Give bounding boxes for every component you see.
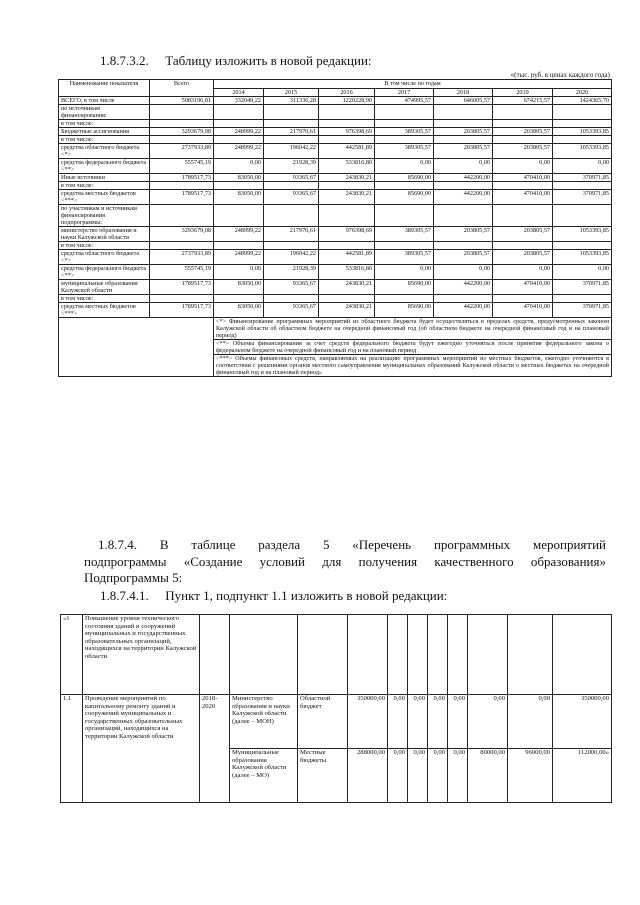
cell-2019 (493, 295, 553, 303)
cell-2015: 311336,28 (264, 97, 319, 105)
cell-2014: 83050,00 (214, 280, 264, 295)
row-label: средства федерального бюджета <**> (59, 159, 150, 174)
paragraph-line-3: Подпрограммы 5: (84, 570, 183, 585)
cell-2018: 203805,57 (434, 250, 493, 265)
funding-source: Местные бюджеты (298, 749, 348, 803)
table-row (59, 105, 612, 120)
paragraph-word: В (159, 537, 169, 552)
cell-2020: 1053393,85 (553, 144, 612, 159)
cell-2015: 93365,67 (264, 190, 319, 205)
amount-2017: 0,00 (448, 749, 468, 803)
cell-2020: 370971,85 (553, 303, 612, 318)
paragraph-word: условий (259, 554, 305, 569)
header-name: Наименование показателя (59, 80, 150, 97)
cell-2015: 93365,67 (264, 174, 319, 182)
cell-2015: 21928,39 (264, 265, 319, 280)
row-number: 1.1 (61, 695, 83, 803)
cell-2019: 203805,57 (493, 128, 553, 136)
cell-2015: 217970,61 (264, 128, 319, 136)
heading-number: 1.8.7.3.2. (100, 53, 149, 68)
cell-2018 (434, 295, 493, 303)
cell-2018: 646005,57 (434, 97, 493, 105)
cell-2016: 1220228,90 (319, 97, 375, 105)
cell-2020: 1053393,85 (553, 128, 612, 136)
cell-2018: 203805,57 (434, 144, 493, 159)
footnote-3: <***> Объемы финансовых средств, направляемых на реализацию программных мероприятий из местных бюджетов, ежегодно уточняются в соответствии с решениями органов местного самоуправления муниципальных образований Калужской области о местных бюджетах на очередной финансовый год и на плановый период» (214, 355, 612, 377)
amount-2014: 0,00 (388, 749, 408, 803)
cell-2019: 470410,00 (493, 174, 553, 182)
cell-2017 (375, 136, 434, 144)
cell-2019 (493, 205, 553, 227)
cell-2018: 0,00 (434, 265, 493, 280)
header-year-2015: 2015 (264, 89, 319, 97)
paragraph-word: мероприятий (533, 537, 606, 552)
cell-2015: 196042,22 (264, 250, 319, 265)
cell-2018: 203805,57 (434, 128, 493, 136)
table-row (59, 159, 612, 174)
paragraph-word: раздела (258, 537, 301, 552)
cell-2014: 248999,22 (214, 227, 264, 242)
executor: Министерство образования и науки Калужской области (далее – МОН) (230, 695, 298, 749)
amount-total: 288000,00 (348, 749, 388, 803)
cell-2014: 248999,22 (214, 144, 264, 159)
row-label: Иные источники (59, 174, 150, 182)
cell-2015: 93365,67 (264, 280, 319, 295)
amount-2015: 0,00 (408, 749, 428, 803)
cell-2017: 0,00 (375, 159, 434, 174)
cell-2016 (319, 136, 375, 144)
row-number: «1 (61, 615, 83, 695)
cell-2016 (319, 120, 375, 128)
cell-2018 (434, 182, 493, 190)
cell-2017: 389305,57 (375, 128, 434, 136)
row-total (150, 295, 214, 303)
row-total (150, 120, 214, 128)
cell-2015 (264, 205, 319, 227)
cell-2014 (214, 242, 264, 250)
cell-2015 (264, 105, 319, 120)
row-total (150, 105, 214, 120)
amount-2016: 0,00 (428, 695, 448, 749)
cell-2020 (553, 120, 612, 128)
cell-2015 (264, 120, 319, 128)
cell-2019: 470410,00 (493, 303, 553, 318)
cell-2014 (214, 205, 264, 227)
cell-2015: 21928,39 (264, 159, 319, 174)
row-label: по источникам финансирования: (59, 105, 150, 120)
cell-2020 (553, 182, 612, 190)
heading-text: Таблицу изложить в новой редакции: (165, 53, 372, 68)
cell-2016: 442581,89 (319, 250, 375, 265)
cell-2014: 83050,00 (214, 190, 264, 205)
paragraph-word: образования» (530, 554, 606, 569)
row-total: 2737933,89 (150, 250, 214, 265)
cell-2016: 243830,21 (319, 280, 375, 295)
paragraph-word: таблице (191, 537, 236, 552)
amount-total: 350000,00 (348, 695, 388, 749)
table-row (59, 128, 612, 136)
row-total: 3293679,08 (150, 128, 214, 136)
cell-2016 (319, 295, 375, 303)
cell-2016: 976398,69 (319, 128, 375, 136)
cell-2016 (319, 242, 375, 250)
row-total: 1789517,73 (150, 190, 214, 205)
cell-2019: 470410,00 (493, 190, 553, 205)
paragraph-word: 1.8.7.4. (98, 537, 137, 552)
row-total: 3293679,08 (150, 227, 214, 242)
cell-2020: 1424365,70 (553, 97, 612, 105)
cell-2020: 370971,85 (553, 174, 612, 182)
table-row (59, 295, 612, 303)
table-row (59, 136, 612, 144)
executor: Муниципальные образования Калужской области (далее – МО) (230, 749, 298, 803)
cell-2017 (375, 295, 434, 303)
cell-2019 (493, 136, 553, 144)
paragraph-word: качественного (434, 554, 514, 569)
cell-2017 (375, 205, 434, 227)
cell-2017 (375, 182, 434, 190)
cell-2020 (553, 242, 612, 250)
row-label: министерство образования и науки Калужской области (59, 227, 150, 242)
table-row (59, 227, 612, 242)
cell-2016 (319, 205, 375, 227)
cell-2014: 83050,00 (214, 303, 264, 318)
row-label: в том числе: (59, 182, 150, 190)
row-label: средства областного бюджета <*> (59, 250, 150, 265)
cell-2020 (553, 205, 612, 227)
header-year-2017: 2017 (375, 89, 434, 97)
cell-2017 (375, 105, 434, 120)
amount-2014: 0,00 (388, 695, 408, 749)
cell-2015 (264, 182, 319, 190)
cell-2014: 83050,00 (214, 174, 264, 182)
row-total: 555745,19 (150, 159, 214, 174)
cell-2017 (375, 242, 434, 250)
row-label: средства местных бюджетов <***> (59, 190, 150, 205)
cell-2016: 442581,89 (319, 144, 375, 159)
amount-2020: 350000,00 (553, 695, 612, 749)
cell-2018: 442200,00 (434, 280, 493, 295)
activity-name: Проведение мероприятий по капитальному ремонту зданий и сооружений муниципальных и государственных образовательных организаций, находящихся на территории Калужской области (83, 695, 200, 803)
cell-2020: 370971,85 (553, 280, 612, 295)
paragraph-word: программных (433, 537, 511, 552)
header-years-group: В том числе по годам (214, 80, 612, 89)
header-year-2020: 2020 (553, 89, 612, 97)
row-label: в том числе: (59, 295, 150, 303)
paragraph-word: «Создание (183, 554, 243, 569)
cell-2019: 203805,57 (493, 144, 553, 159)
section-heading-3 (100, 588, 447, 604)
row-total: 1789517,73 (150, 303, 214, 318)
cell-2020: 0,00 (553, 159, 612, 174)
cell-2014: 332049,22 (214, 97, 264, 105)
amount-2018: 0,00 (468, 695, 508, 749)
paragraph-line-1 (98, 537, 606, 553)
table-row (59, 190, 612, 205)
table-row (59, 303, 612, 318)
cell-2016: 533816,80 (319, 265, 375, 280)
row-label: муниципальные образования Калужской области (59, 280, 150, 295)
row-label: Бюджетные ассигнования (59, 128, 150, 136)
cell-2019 (493, 120, 553, 128)
paragraph-word: «Перечень (352, 537, 412, 552)
cell-2017: 85690,00 (375, 174, 434, 182)
cell-2014 (214, 120, 264, 128)
cell-2020 (553, 295, 612, 303)
row-total (150, 205, 214, 227)
table-row (59, 120, 612, 128)
cell-2014 (214, 105, 264, 120)
cell-2015 (264, 295, 319, 303)
row-total (150, 182, 214, 190)
cell-2019: 674215,57 (493, 97, 553, 105)
financing-table (58, 79, 612, 377)
heading-text: Пункт 1, подпункт 1.1 изложить в новой редакции: (165, 588, 448, 603)
cell-2019: 470410,00 (493, 280, 553, 295)
header-year-2018: 2018 (434, 89, 493, 97)
paragraph-word: 5 (322, 537, 330, 552)
header-year-2019: 2019 (493, 89, 553, 97)
cell-2019 (493, 105, 553, 120)
cell-2017: 85690,00 (375, 190, 434, 205)
section-heading-1 (100, 53, 372, 69)
cell-2018 (434, 105, 493, 120)
table-row (59, 144, 612, 159)
table-row (59, 174, 612, 182)
cell-2020: 1053393,85 (553, 227, 612, 242)
table-row (59, 182, 612, 190)
cell-2018: 0,00 (434, 159, 493, 174)
cell-2015: 93365,67 (264, 303, 319, 318)
cell-2020: 1053393,85 (553, 250, 612, 265)
cell-2018 (434, 120, 493, 128)
cell-2016: 243830,21 (319, 174, 375, 182)
cell-2019 (493, 182, 553, 190)
cell-2014 (214, 136, 264, 144)
cell-2014 (214, 182, 264, 190)
table-row (59, 250, 612, 265)
cell-2018: 203805,57 (434, 227, 493, 242)
table-row (61, 615, 612, 695)
table-row (59, 280, 612, 295)
row-label: в том числе: (59, 136, 150, 144)
funding-source: Областной бюджет (298, 695, 348, 749)
footnote-2: <**> Объемы финансирования за счет средств федерального бюджета будут ежегодно уточняться после принятия федерального закона о федеральном бюджете на очередной финансовый год и на плановый период (214, 340, 612, 355)
cell-2019 (493, 242, 553, 250)
header-year-2014: 2014 (214, 89, 264, 97)
cell-2018 (434, 136, 493, 144)
table-row (61, 695, 612, 749)
cell-2017: 389305,57 (375, 227, 434, 242)
cell-2016: 533816,80 (319, 159, 375, 174)
cell-2017: 85690,00 (375, 303, 434, 318)
header-total: Всего (150, 80, 214, 97)
cell-2018 (434, 205, 493, 227)
row-total: 1789517,73 (150, 280, 214, 295)
cell-2014: 0,00 (214, 265, 264, 280)
cell-2017 (375, 120, 434, 128)
row-total: 555745,19 (150, 265, 214, 280)
cell-2018: 442200,00 (434, 174, 493, 182)
row-total: 5083196,81 (150, 97, 214, 105)
row-total (150, 136, 214, 144)
cell-2019: 203805,57 (493, 250, 553, 265)
unit-note: «(тыс. руб. в ценах каждого года) (510, 71, 610, 79)
cell-2018: 442200,00 (434, 190, 493, 205)
row-label: ВСЕГО, в том числе (59, 97, 150, 105)
cell-2019: 0,00 (493, 265, 553, 280)
cell-2015: 196042,22 (264, 144, 319, 159)
cell-2018: 442200,00 (434, 303, 493, 318)
row-label: в том числе: (59, 120, 150, 128)
row-label: средства местных бюджетов <***> (59, 303, 150, 318)
cell-2014: 248999,22 (214, 250, 264, 265)
cell-2015 (264, 242, 319, 250)
row-total: 1789517,73 (150, 174, 214, 182)
cell-2015: 217970,61 (264, 227, 319, 242)
cell-2020 (553, 136, 612, 144)
table-row (59, 205, 612, 227)
table-row (59, 265, 612, 280)
cell-2019: 0,00 (493, 159, 553, 174)
cell-2020: 370971,85 (553, 190, 612, 205)
row-label: средства областного бюджета <*> (59, 144, 150, 159)
amount-2015: 0,00 (408, 695, 428, 749)
cell-2017: 0,00 (375, 265, 434, 280)
cell-2020 (553, 105, 612, 120)
cell-2014: 0,00 (214, 159, 264, 174)
row-total: 2737933,89 (150, 144, 214, 159)
cell-2014 (214, 295, 264, 303)
amount-2017: 0,00 (448, 695, 468, 749)
heading-number: 1.8.7.4.1. (100, 588, 149, 603)
cell-2014: 248999,22 (214, 128, 264, 136)
cell-2016 (319, 105, 375, 120)
paragraph-word: получения (358, 554, 418, 569)
cell-2017: 389305,57 (375, 250, 434, 265)
amount-2018: 80000,00 (468, 749, 508, 803)
paragraph-word: подпрограммы (84, 554, 167, 569)
cell-2016: 976398,69 (319, 227, 375, 242)
header-year-2016: 2016 (319, 89, 375, 97)
table-row (59, 97, 612, 105)
row-label: по участникам и источникам финансирования подпрограммы: (59, 205, 150, 227)
amount-2020: 112000,00» (553, 749, 612, 803)
period: 2018-2020 (200, 695, 230, 803)
paragraph-line-2 (84, 554, 606, 570)
paragraph-word: для (322, 554, 342, 569)
row-label: средства федерального бюджета <**> (59, 265, 150, 280)
amount-2019: 96000,00 (508, 749, 553, 803)
cell-2019: 203805,57 (493, 227, 553, 242)
cell-2018 (434, 242, 493, 250)
cell-2017: 389305,57 (375, 144, 434, 159)
cell-2015 (264, 136, 319, 144)
row-label: в том числе: (59, 242, 150, 250)
activity-name: Повышение уровня технического состояния зданий и сооружений муниципальных и государственных образовательных организаций, находящихся на территории Калужской области (83, 615, 200, 695)
activities-table (60, 614, 612, 803)
cell-2016: 243830,21 (319, 190, 375, 205)
cell-2017: 474995,57 (375, 97, 434, 105)
cell-2017: 85690,00 (375, 280, 434, 295)
table-row (59, 242, 612, 250)
amount-2016: 0,00 (428, 749, 448, 803)
amount-2019: 0,00 (508, 695, 553, 749)
paragraph-section-5 (98, 537, 606, 553)
cell-2016: 243830,21 (319, 303, 375, 318)
row-total (150, 242, 214, 250)
cell-2020: 0,00 (553, 265, 612, 280)
footnote-1: <*> Финансирование программных мероприятий из областного бюджета будет осуществляться в пределах средств, предусмотренных законом Калужской области об областном бюджете на очередной финансовый год (об областном бюджете на очередной финансовый год и на плановый период) (214, 318, 612, 340)
cell-2016 (319, 182, 375, 190)
